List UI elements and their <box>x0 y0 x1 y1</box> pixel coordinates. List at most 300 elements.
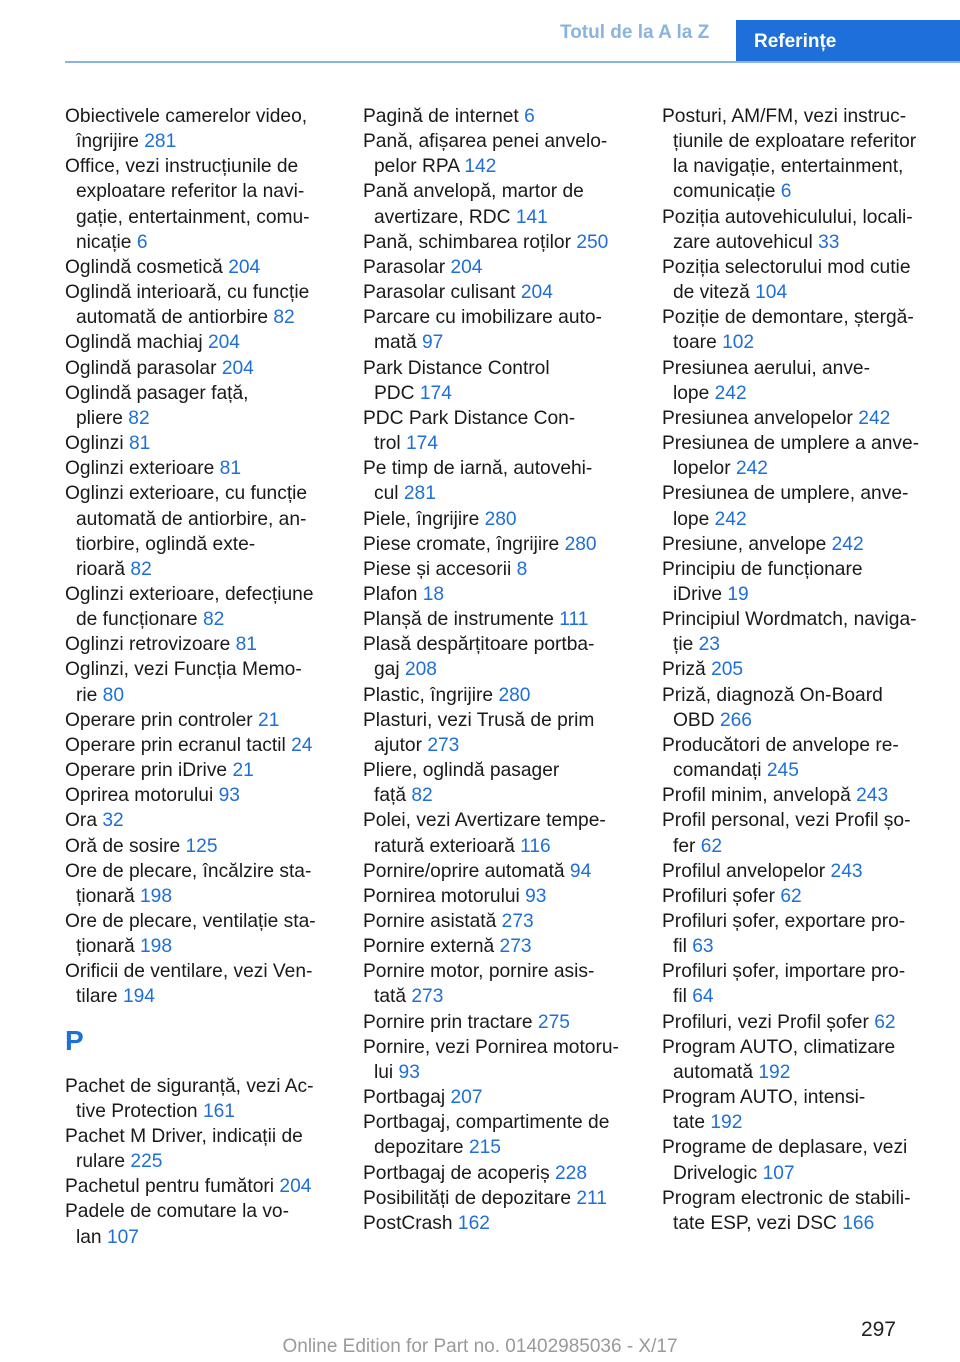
page-link[interactable]: 245 <box>766 760 799 782</box>
index-entry <box>363 934 633 959</box>
index-entry <box>363 758 633 808</box>
index-entry-text: Principiul Wordmatch, naviga- <box>662 609 917 631</box>
index-entry-text: tată <box>374 986 407 1008</box>
page-link[interactable]: 62 <box>874 1011 896 1033</box>
page-link[interactable]: 273 <box>411 986 444 1008</box>
page-link[interactable]: 198 <box>140 936 173 958</box>
index-entry-text: Producători de anvelope re- <box>662 734 899 756</box>
index-entry-text: PostCrash <box>363 1212 453 1234</box>
index-entry <box>662 481 932 531</box>
page-link[interactable]: 204 <box>520 282 553 304</box>
index-entry <box>65 381 335 431</box>
index-entry <box>363 1211 633 1236</box>
index-entry-text: Pană anvelopă, martor de <box>363 181 584 203</box>
page-link[interactable]: 21 <box>232 760 254 782</box>
index-entry <box>363 1085 633 1110</box>
index-entry <box>363 305 633 355</box>
index-entry-text: țiunile de exploatare referitor <box>673 131 917 153</box>
index-entry-text: gație, entertainment, comu- <box>76 206 310 228</box>
index-entry-text: Ore de plecare, încălzire sta- <box>65 860 312 882</box>
index-entry <box>65 456 335 481</box>
index-entry-text: Poziție de demontare, ștergă- <box>662 307 914 329</box>
index-column-3 <box>662 104 932 1236</box>
page-link[interactable]: 80 <box>102 684 125 706</box>
page-link[interactable]: 242 <box>714 508 747 530</box>
page-link[interactable]: 33 <box>818 231 840 253</box>
index-column-2 <box>363 104 633 1236</box>
index-entry-text: lope <box>673 508 710 530</box>
page-link[interactable]: 280 <box>564 533 597 555</box>
page-link[interactable]: 82 <box>411 785 433 807</box>
index-entry-text: ție <box>673 634 694 656</box>
page-link[interactable]: 81 <box>129 433 151 455</box>
index-entry-text: Profiluri, vezi Profil șofer <box>662 1011 869 1033</box>
page-link[interactable]: 141 <box>515 206 548 228</box>
page-link[interactable]: 280 <box>498 684 531 706</box>
page-link[interactable]: 250 <box>576 231 609 253</box>
index-entry <box>363 280 633 305</box>
page-link[interactable]: 242 <box>735 458 768 480</box>
index-entry <box>363 230 633 255</box>
index-entry-text: avertizare, RDC <box>374 206 511 228</box>
index-entry-text: Pliere, oglindă pasager <box>363 760 560 782</box>
page-link[interactable]: 82 <box>130 558 152 580</box>
page-link[interactable]: 204 <box>221 357 254 379</box>
index-entry <box>662 305 932 355</box>
index-entry <box>662 909 932 959</box>
index-entry <box>363 959 633 1009</box>
index-entry <box>363 179 633 229</box>
page-link[interactable]: 225 <box>130 1151 163 1173</box>
page-link[interactable]: 242 <box>831 533 864 555</box>
index-entry-text: Planșă de instrumente <box>363 609 554 631</box>
index-entry <box>363 632 633 682</box>
page-link[interactable]: 174 <box>419 382 452 404</box>
index-entry-text: lope <box>673 382 710 404</box>
index-entry-text: lui <box>374 1061 394 1083</box>
index-entry-text: Oglindă interioară, cu funcție <box>65 282 310 304</box>
index-entry <box>363 356 633 406</box>
index-entry <box>65 733 335 758</box>
page-link[interactable]: 166 <box>842 1212 875 1234</box>
index-entry-text: tive Protection <box>76 1100 198 1122</box>
index-entry-text: Oglindă pasager față, <box>65 382 249 404</box>
index-entry-text: Presiune, anvelope <box>662 533 827 555</box>
index-letter-heading: P <box>65 1024 84 1056</box>
page-link[interactable]: 81 <box>219 458 241 480</box>
index-entry-text: fil <box>673 936 687 958</box>
page-link[interactable]: 63 <box>692 936 714 958</box>
page-link[interactable]: 242 <box>714 382 747 404</box>
index-entry-text: depozitare <box>374 1137 464 1159</box>
index-entry-text: Program AUTO, intensi- <box>662 1087 866 1109</box>
index-entry-text: Pornire, vezi Pornirea motoru- <box>363 1036 619 1058</box>
index-entry-text: de viteză <box>673 282 750 304</box>
page-link[interactable]: 204 <box>228 256 261 278</box>
index-entry-text: Pornirea motorului <box>363 885 520 907</box>
page-link[interactable]: 24 <box>291 734 313 756</box>
page-link[interactable]: 192 <box>710 1112 743 1134</box>
page-link[interactable]: 205 <box>711 659 744 681</box>
page-link[interactable]: 162 <box>457 1212 490 1234</box>
page-link[interactable]: 273 <box>501 911 534 932</box>
page-link[interactable]: 93 <box>398 1061 420 1083</box>
index-entry-text: tiorbire, oglindă exte- <box>76 533 256 555</box>
index-entry-text: Operare prin controler <box>65 709 253 731</box>
index-entry <box>363 884 633 909</box>
index-entry-text: Oglinzi, vezi Funcția Memo- <box>65 659 302 681</box>
page-link[interactable]: 18 <box>422 583 445 605</box>
index-entry <box>363 859 633 884</box>
index-entry <box>662 431 932 481</box>
index-entry-text: Polei, vezi Avertizare tempe- <box>363 810 606 832</box>
index-entry-text: Pachet de siguranță, vezi Ac- <box>65 1075 314 1097</box>
index-entry-text: PDC Park Distance Con- <box>363 407 576 429</box>
index-entry-text: Pornire prin tractare <box>363 1011 533 1033</box>
page-link[interactable]: 64 <box>692 986 714 1008</box>
page-link[interactable]: 281 <box>403 483 436 505</box>
index-entry-text: Poziția selectorului mod cutie <box>662 256 911 278</box>
footer-edition: Online Edition for Part no. 01402985036 - X/17 <box>282 1336 678 1357</box>
index-entry-text: Profil personal, vezi Profil șo- <box>662 810 911 832</box>
index-entry <box>65 1199 335 1249</box>
index-entry <box>363 129 633 179</box>
index-entry <box>363 1110 633 1160</box>
index-entry-text: pelor RPA <box>374 156 459 178</box>
index-entry <box>65 758 335 783</box>
index-entry <box>363 708 633 758</box>
page-link[interactable]: 82 <box>128 407 150 429</box>
index-entry <box>65 356 335 381</box>
index-column-1 <box>65 104 335 1250</box>
index-entry <box>363 557 633 582</box>
page-link[interactable]: 207 <box>450 1087 483 1109</box>
index-entry <box>363 1035 633 1085</box>
index-entry-text: Obiectivele camerelor video, <box>65 106 308 127</box>
index-entry-text: Priză, diagnoză On-Board <box>662 684 883 706</box>
index-entry <box>363 808 633 858</box>
index-entry-text: Oprirea motorului <box>65 785 214 807</box>
index-entry-text: Plasturi, vezi Trusă de prim <box>363 709 595 731</box>
index-entry-text: Presiunea anvelopelor <box>662 407 853 429</box>
index-entry-text: Program AUTO, climatizare <box>662 1036 896 1058</box>
index-entry <box>662 733 932 783</box>
index-entry <box>65 783 335 808</box>
page-link[interactable]: 242 <box>858 407 891 429</box>
index-entry-text: Park Distance Control <box>363 357 550 379</box>
page-link[interactable]: 32 <box>102 810 124 832</box>
index-entry-text: gaj <box>374 659 400 681</box>
index-entry-text: Operare prin ecranul tactil <box>65 734 286 756</box>
index-entry-text: Oglindă cosmetică <box>65 256 223 278</box>
index-entry-text: cul <box>374 483 399 505</box>
index-entry <box>65 708 335 733</box>
page-link[interactable]: 107 <box>106 1226 139 1248</box>
index-entry <box>662 808 932 858</box>
index-entry <box>662 356 932 406</box>
index-entry <box>662 1186 932 1236</box>
index-entry-text: Padele de comutare la vo- <box>65 1201 289 1223</box>
index-entry <box>363 456 633 506</box>
page-link[interactable]: 116 <box>520 835 551 857</box>
index-entry-text: Pe timp de iarnă, autovehi- <box>363 458 593 480</box>
index-entry-text: Pachetul pentru fumători <box>65 1176 275 1198</box>
index-entry-text: Oră de sosire <box>65 835 181 857</box>
index-entry-text: Profiluri șofer <box>662 885 776 907</box>
index-entry <box>662 1035 932 1085</box>
page-link[interactable]: 111 <box>559 609 589 631</box>
page-link[interactable]: 82 <box>202 609 225 631</box>
index-entry-text: Pagină de internet <box>363 106 519 127</box>
index-entry-text: fil <box>673 986 687 1008</box>
index-entry-text: Profiluri șofer, importare pro- <box>662 961 906 983</box>
index-entry-text: Posturi, AM/FM, vezi instruc- <box>662 106 907 127</box>
index-entry <box>65 481 335 582</box>
index-entry-text: toare <box>673 332 717 354</box>
index-entry-text: Oglinzi exterioare, defecțiune <box>65 583 314 605</box>
page-link[interactable]: 243 <box>830 860 863 882</box>
index-entry-text: OBD <box>673 709 715 731</box>
index-entry <box>363 104 633 129</box>
page-link[interactable]: 174 <box>406 433 439 455</box>
index-entry-text: Parcare cu imobilizare auto- <box>363 307 602 329</box>
index-entry <box>65 431 335 456</box>
index-entry-text: Programe de deplasare, vezi <box>662 1137 908 1159</box>
page-link[interactable]: 273 <box>499 936 532 958</box>
page-link[interactable]: 161 <box>202 1100 235 1122</box>
index-entry-text: îngrijire <box>76 131 139 153</box>
index-entry-text: Presiunea de umplere a anve- <box>662 433 920 455</box>
index-entry-text: Profiluri șofer, exportare pro- <box>662 911 906 932</box>
page-link[interactable]: 23 <box>698 634 720 656</box>
page-link[interactable]: 19 <box>727 583 749 605</box>
index-entry <box>65 1174 335 1199</box>
page-link[interactable]: 280 <box>484 508 517 530</box>
page-link[interactable]: 104 <box>755 282 788 304</box>
index-entry-text: ratură exterioară <box>374 835 515 857</box>
index-entry-text: zare autovehicul <box>673 231 813 253</box>
index-entry <box>65 280 335 330</box>
index-entry-text: la navigație, entertainment, <box>673 156 904 178</box>
page-link[interactable]: 97 <box>422 332 444 354</box>
index-entry-text: Parasolar <box>363 256 446 278</box>
index-entry <box>65 808 335 833</box>
index-entry-text: rulare <box>76 1151 126 1173</box>
index-entry-text: ționară <box>76 936 135 958</box>
header-chapter-tab[interactable]: Referințe <box>736 20 960 61</box>
page-link[interactable]: 81 <box>235 634 257 656</box>
page-link[interactable]: 142 <box>464 156 497 178</box>
page-link[interactable]: 208 <box>404 659 437 681</box>
index-entry-text: trol <box>374 433 401 455</box>
page-link[interactable]: 94 <box>569 860 592 882</box>
index-entry-text: comunicație <box>673 181 776 203</box>
index-entry-text: comandați <box>673 760 762 782</box>
index-entry <box>662 783 932 808</box>
index-entry <box>662 959 932 1009</box>
index-entry-text: ționară <box>76 885 135 907</box>
index-entry <box>363 683 633 708</box>
index-entry <box>65 959 335 1009</box>
index-entry-text: Posibilități de depozitare <box>363 1187 571 1209</box>
page-link[interactable]: 266 <box>719 709 752 731</box>
index-entry-text: automată de antiorbire, an- <box>76 508 307 530</box>
index-entry <box>363 607 633 632</box>
page-link[interactable]: 211 <box>576 1187 607 1209</box>
index-entry <box>65 582 335 632</box>
index-entry-text: Priză <box>662 659 706 681</box>
index-entry <box>662 1010 932 1035</box>
index-entry-text: mată <box>374 332 417 354</box>
page-link[interactable]: 125 <box>185 835 218 857</box>
index-entry-text: rie <box>76 684 98 706</box>
index-entry-text: tate <box>673 1112 706 1134</box>
index-entry-text: Presiunea de umplere, anve- <box>662 483 909 505</box>
index-entry-text: Pachet M Driver, indicații de <box>65 1125 303 1147</box>
page-link[interactable]: 102 <box>722 332 755 354</box>
page-link[interactable]: 62 <box>700 835 723 857</box>
index-entry-text: Pornire externă <box>363 936 495 958</box>
index-entry <box>363 582 633 607</box>
index-entry-text: Pană, schimbarea roților <box>363 231 571 253</box>
index-entry-text: Plastic, îngrijire <box>363 684 494 706</box>
page-link[interactable]: 93 <box>218 785 240 807</box>
index-entry-text: Portbagaj <box>363 1087 446 1109</box>
index-entry-text: automată de antiorbire <box>76 307 268 329</box>
index-entry <box>363 1186 633 1211</box>
page-link[interactable]: 275 <box>537 1011 570 1033</box>
page-link[interactable]: 8 <box>516 558 528 580</box>
index-entry-text: Plafon <box>363 583 418 605</box>
index-entry-text: Orificii de ventilare, vezi Ven- <box>65 961 313 983</box>
page-number: 297 <box>860 1318 896 1341</box>
index-entry <box>662 1085 932 1135</box>
index-entry-text: Pană, afișarea penei anvelo- <box>363 131 608 153</box>
page-link[interactable]: 62 <box>780 885 802 907</box>
index-entry-text: rioară <box>76 558 126 580</box>
index-entry <box>662 532 932 557</box>
index-entry-text: Portbagaj, compartimente de <box>363 1112 610 1134</box>
index-entry-text: tilare <box>76 986 118 1008</box>
index-entry-text: Principiu de funcționare <box>662 558 863 580</box>
page-link[interactable]: 6 <box>524 106 535 127</box>
index-entry <box>662 104 932 205</box>
index-entry-text: Parasolar culisant <box>363 282 516 304</box>
page-link[interactable]: 243 <box>856 785 889 807</box>
index-entry-text: Pornire/oprire automată <box>363 860 565 882</box>
index-entry-text: Program electronic de stabili- <box>662 1187 911 1209</box>
index-entry <box>662 1135 932 1185</box>
index-entry-text: Oglinzi retrovizoare <box>65 634 231 656</box>
page-link[interactable]: 194 <box>122 986 155 1008</box>
index-entry-text: automată <box>673 1061 754 1083</box>
page-link[interactable]: 228 <box>555 1162 588 1184</box>
index-entry <box>65 1124 335 1174</box>
index-entry <box>363 532 633 557</box>
index-entry-text: Poziția autovehiculului, locali- <box>662 206 913 228</box>
index-entry-text: exploatare referitor la navi- <box>76 181 305 203</box>
page-link[interactable]: 273 <box>427 734 460 756</box>
index-entry-text: PDC <box>374 382 415 404</box>
index-entry <box>363 255 633 280</box>
index-entry <box>363 1010 633 1035</box>
index-entry-text: Ore de plecare, ventilație sta- <box>65 911 316 932</box>
index-entry <box>363 507 633 532</box>
index-entry-text: Oglinzi exterioare <box>65 458 215 480</box>
index-entry-text: lan <box>76 1226 102 1248</box>
page-link[interactable]: 204 <box>207 332 240 354</box>
index-entry <box>662 859 932 884</box>
index-entry-text: Piese cromate, îngrijire <box>363 533 560 555</box>
header-rule <box>65 61 960 63</box>
index-entry <box>65 154 335 255</box>
index-entry-text: pliere <box>76 407 123 429</box>
index-entry <box>65 255 335 280</box>
index-entry <box>662 607 932 657</box>
index-entry-text: iDrive <box>673 583 723 605</box>
index-entry-text: Oglindă parasolar <box>65 357 217 379</box>
page-link[interactable]: 107 <box>762 1162 795 1184</box>
index-entry-text: Piele, îngrijire <box>363 508 480 530</box>
index-entry-text: Piese și accesorii <box>363 558 512 580</box>
index-entry <box>65 859 335 909</box>
index-entry <box>662 557 932 607</box>
index-entry <box>662 255 932 305</box>
index-entry <box>662 205 932 255</box>
index-entry <box>662 406 932 431</box>
page-link[interactable]: 204 <box>450 256 483 278</box>
page-link[interactable]: 82 <box>273 307 295 329</box>
index-entry <box>363 406 633 456</box>
index-entry <box>65 909 335 959</box>
index-entry-text: lopelor <box>673 458 731 480</box>
page-link[interactable]: 198 <box>140 885 173 907</box>
index-entry-text: fer <box>673 835 696 857</box>
index-entry-text: ajutor <box>374 734 422 756</box>
page-link[interactable]: 204 <box>279 1176 312 1198</box>
index-entry-text: Operare prin iDrive <box>65 760 228 782</box>
index-entry-text: de funcționare <box>76 609 198 631</box>
index-entry-text: Plasă despărțitoare portba- <box>363 634 595 656</box>
index-entry <box>65 834 335 859</box>
page-link[interactable]: 21 <box>258 709 280 731</box>
index-entry-text: nicație <box>76 231 132 253</box>
index-entry <box>65 632 335 657</box>
page-link[interactable]: 6 <box>780 181 792 203</box>
header-section-label[interactable]: Totul de la A la Z <box>560 22 710 43</box>
page-link[interactable]: 192 <box>758 1061 791 1083</box>
index-entry <box>65 1074 335 1124</box>
index-entry <box>65 104 335 154</box>
page-link[interactable]: 281 <box>144 131 177 153</box>
index-entry-text: tate ESP, vezi DSC <box>673 1212 837 1234</box>
index-entry <box>662 884 932 909</box>
index-entry-text: Profil minim, anvelopă <box>662 785 851 807</box>
index-entry-text: Pornire asistată <box>363 911 497 932</box>
index-entry-text: Pornire motor, pornire asis- <box>363 961 595 983</box>
index-entry-text: Oglindă machiaj <box>65 332 203 354</box>
page-link[interactable]: 6 <box>136 231 148 253</box>
index-entry-text: Presiunea aerului, anve- <box>662 357 870 379</box>
index-entry <box>662 683 932 733</box>
page-link[interactable]: 215 <box>468 1137 501 1159</box>
index-entry-text: față <box>374 785 407 807</box>
index-entry-text: Oglinzi exterioare, cu funcție <box>65 483 308 505</box>
index-entry-text: Ora <box>65 810 97 832</box>
index-entry <box>65 330 335 355</box>
page-link[interactable]: 93 <box>525 885 547 907</box>
index-entry <box>662 657 932 682</box>
